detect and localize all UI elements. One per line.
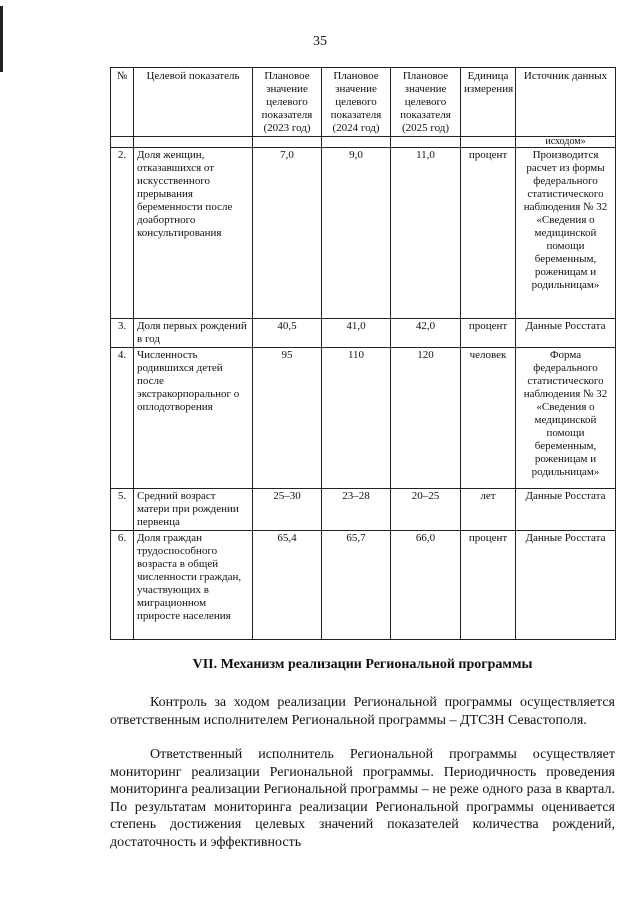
row-num: 6. [111, 531, 134, 640]
row-value-2023: 40,5 [253, 319, 322, 348]
table-row [111, 148, 616, 319]
row-source: Данные Росстата [516, 319, 616, 348]
row-unit: человек [461, 348, 516, 489]
row-num: 3. [111, 319, 134, 348]
row-unit: процент [461, 319, 516, 348]
header-source: Источник данных [516, 68, 616, 137]
row-indicator: Средний возраст матери при рождении первенца [134, 489, 253, 531]
row-unit: лет [461, 489, 516, 531]
row-value-2025: 11,0 [391, 148, 461, 319]
row-indicator: Численность родившихся детей после экстракорпоральног о оплодотворения [134, 348, 253, 489]
row-indicator: Доля граждан трудоспособного возраста в общей численности граждан, участвующих в миграционном приросте населения [134, 531, 253, 640]
section-heading: VII. Механизм реализации Региональной программы [192, 657, 533, 672]
row-value-2024: 9,0 [322, 148, 391, 319]
header-num: № [111, 68, 134, 137]
page-number: 35 [313, 34, 327, 49]
row-value-2023: 7,0 [253, 148, 322, 319]
row-num: 2. [111, 148, 134, 319]
row-value-2025: 42,0 [391, 319, 461, 348]
row-value-2023: 25–30 [253, 489, 322, 531]
row-value-2024: 110 [322, 348, 391, 489]
header-plan-2024: Плановое значение целевого показателя (2024 год) [322, 68, 391, 137]
row-num: 5. [111, 489, 134, 531]
row-value-2023: 65,4 [253, 531, 322, 640]
header-unit: Единица измерения [461, 68, 516, 137]
row-value-2023: 95 [253, 348, 322, 489]
row-indicator: Доля первых рождений в год [134, 319, 253, 348]
header-plan-2025: Плановое значение целевого показателя (2025 год) [391, 68, 461, 137]
table-row [111, 531, 616, 640]
row-source: Производится расчет из формы федерального статистического наблюдения № 32 «Сведения о медицинской помощи беременным, роженицам и родильницам» [516, 148, 616, 319]
row-value-2024: 65,7 [322, 531, 391, 640]
row-indicator: Доля женщин, отказавшихся от искусственного прерывания беременности после доабортного консультирования [134, 148, 253, 319]
table-row [111, 348, 616, 489]
row-num: 4. [111, 348, 134, 489]
row-value-2025: 20–25 [391, 489, 461, 531]
row-source: Данные Росстата [516, 531, 616, 640]
header-indicator: Целевой показатель [134, 68, 253, 137]
row-value-2025: 120 [391, 348, 461, 489]
row-unit: процент [461, 148, 516, 319]
row-source: Форма федерального статистического наблюдения № 32 «Сведения о медицинской помощи беременным, роженицам и родильницам» [516, 348, 616, 489]
body-paragraph: Ответственный исполнитель Региональной программы осуществляет мониторинг реализации Региональной программы. Периодичность проведения мониторинга реализации Региональной программы – не реже одного раза в квартал. По результатам мониторинга реализации Региональной программы оценивается степень достижения целевых значений показателей количества рождений, достаточность и эффективность [110, 747, 615, 850]
table-row-continuation [111, 137, 616, 148]
table-row [111, 319, 616, 348]
table-header-row [111, 68, 616, 137]
row-unit: процент [461, 531, 516, 640]
indicators-table [110, 67, 616, 640]
header-plan-2023: Плановое значение целевого показателя (2023 год) [253, 68, 322, 137]
continuation-source: исходом» [516, 137, 616, 148]
table-row [111, 489, 616, 531]
row-value-2025: 66,0 [391, 531, 461, 640]
row-value-2024: 23–28 [322, 489, 391, 531]
body-paragraph: Контроль за ходом реализации Региональной программы осуществляется ответственным исполнителем Региональной программы – ДТСЗН Севастополя. [110, 695, 615, 728]
row-value-2024: 41,0 [322, 319, 391, 348]
row-source: Данные Росстата [516, 489, 616, 531]
